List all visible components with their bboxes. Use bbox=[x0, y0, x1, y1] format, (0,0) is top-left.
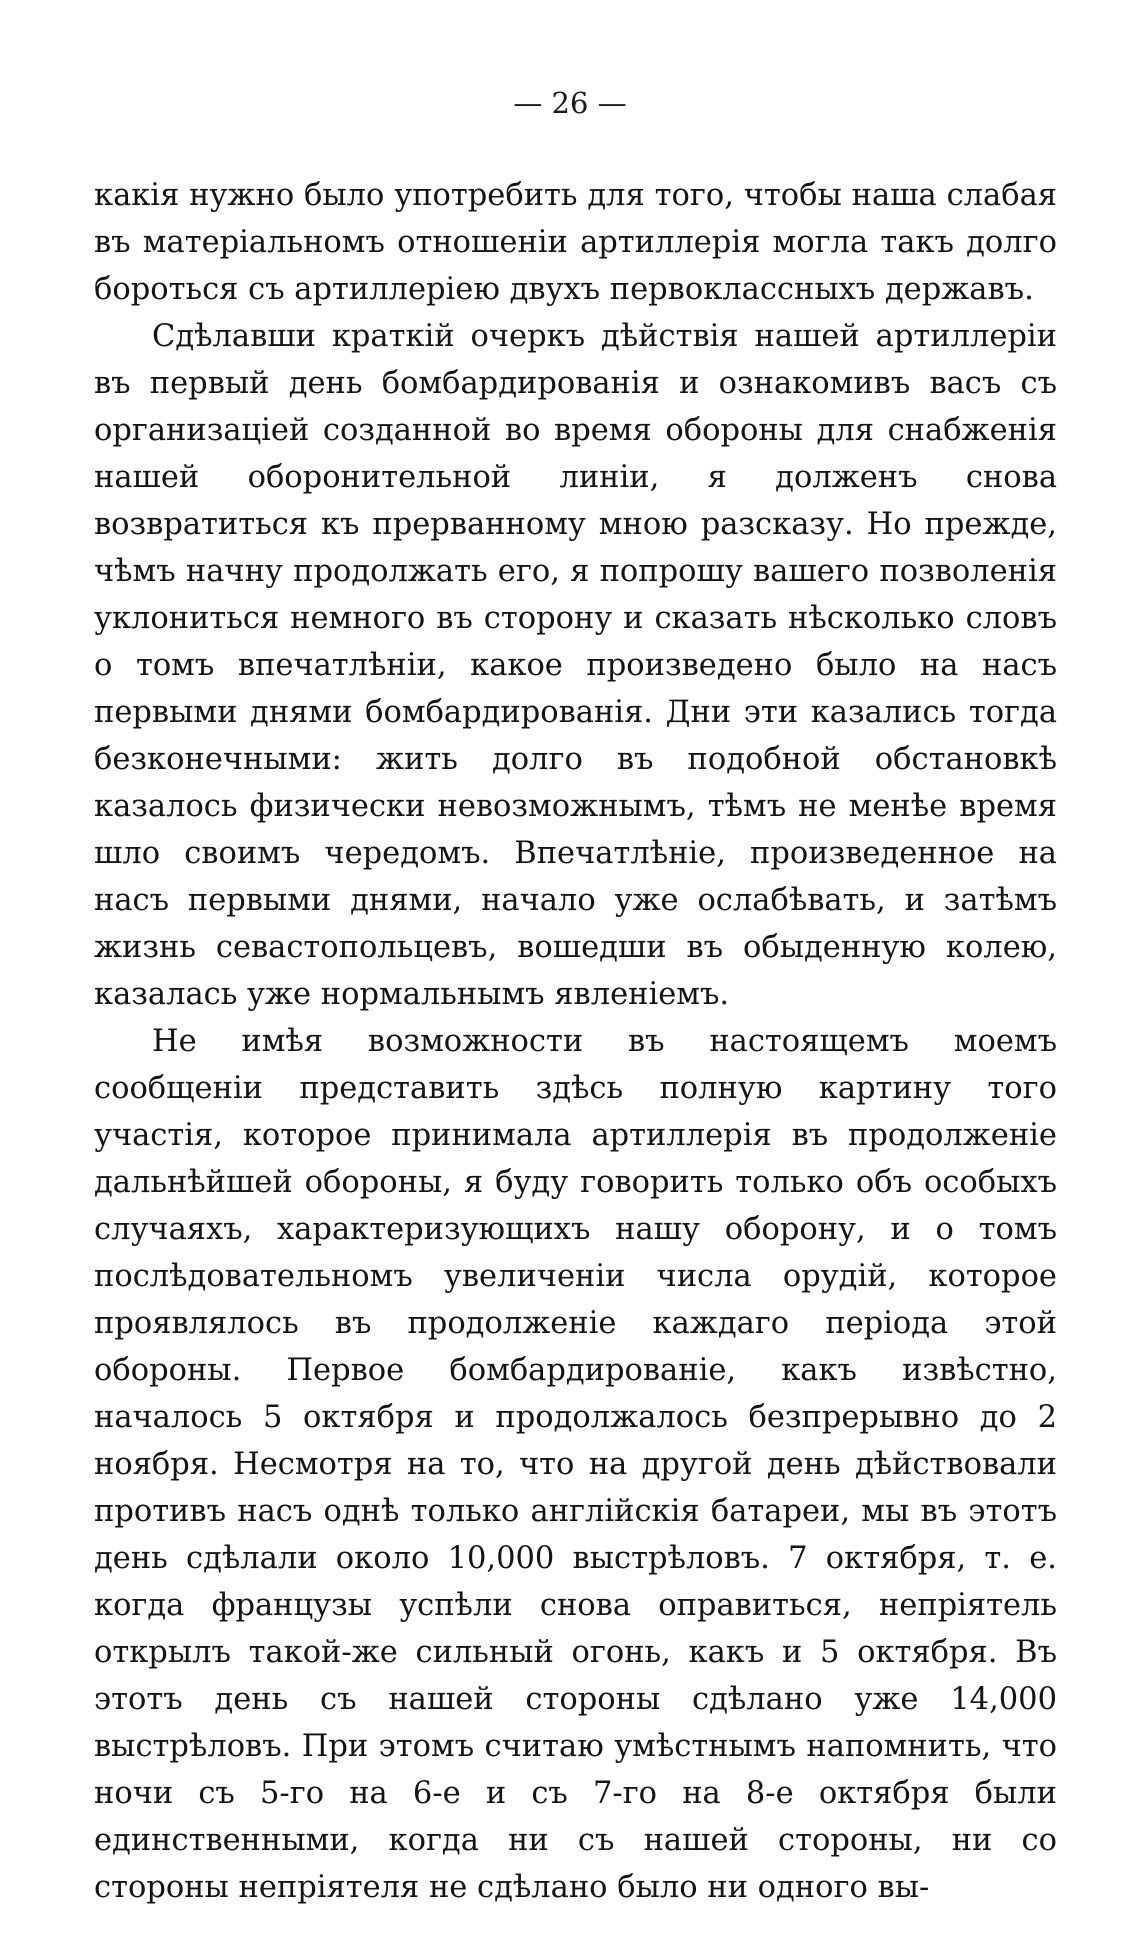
paragraph-bombardment-details: Не имѣя возможности въ настоящемъ моемъ сообщеніи представить здѣсь полную картину того участія, которое принимала артиллерія въ продолженіе дальнѣйшей обороны, я буду говорить только объ особыхъ случаяхъ, характеризующихъ нашу оборону, и о томъ послѣдовательномъ увеличеніи числа орудій, которое проявлялось въ продолженіе каждаго періода этой обороны. Первое бомбардированіе, какъ извѣстно, началось 5 октября и продолжалось безпрерывно до 2 ноября. Несмотря на то, что на другой день дѣйствовали противъ насъ однѣ только англійскія батареи, мы въ этотъ день сдѣлали около 10,000 выстрѣловъ. 7 октября, т. е. когда французы успѣли снова оправиться, непріятель открылъ такой-же сильный огонь, какъ и 5 октября. Въ этотъ день съ нашей стороны сдѣлано уже 14,000 выстрѣловъ. При этомъ считаю умѣстнымъ напомнить, что ночи съ 5-го на 6-е и съ 7-го на 8-е октября были единственными, когда ни съ нашей стороны, ни со стороны непріятеля не сдѣлано было ни одного вы- bbox=[94, 1024, 1057, 1905]
paragraph-artillery-overview: Сдѣлавши краткій очеркъ дѣйствія нашей артиллеріи въ первый день бомбардированія и ознакомивъ васъ съ организаціей созданной во время обороны для снабженія нашей оборонительной линіи, я долженъ снова возвратиться къ прерванному мною разсказу. Но прежде, чѣмъ начну продолжать его, я попрошу вашего позволенія уклониться немного въ сторону и сказать нѣсколько словъ о томъ впечатлѣніи, какое произведено было на насъ первыми днями бомбардированія. Дни эти казались тогда безконечными: жить долго въ подобной обстановкѣ казалось физически невозможнымъ, тѣмъ не менѣе время шло своимъ чередомъ. Впечатлѣніе, произведенное на насъ первыми днями, начало уже ослабѣвать, и затѣмъ жизнь севастопольцевъ, вошедши въ обыденную колею, казалась уже нормальнымъ явленіемъ. bbox=[94, 319, 1057, 1012]
paragraph-continued: какія нужно было употребить для того, чтобы наша слабая въ матеріальномъ отношеніи артиллерія могла такъ долго бороться съ артиллеріею двухъ первоклассныхъ державъ. bbox=[94, 178, 1057, 307]
page-body-text bbox=[94, 172, 1057, 1911]
page-number: — 26 — bbox=[513, 86, 627, 120]
